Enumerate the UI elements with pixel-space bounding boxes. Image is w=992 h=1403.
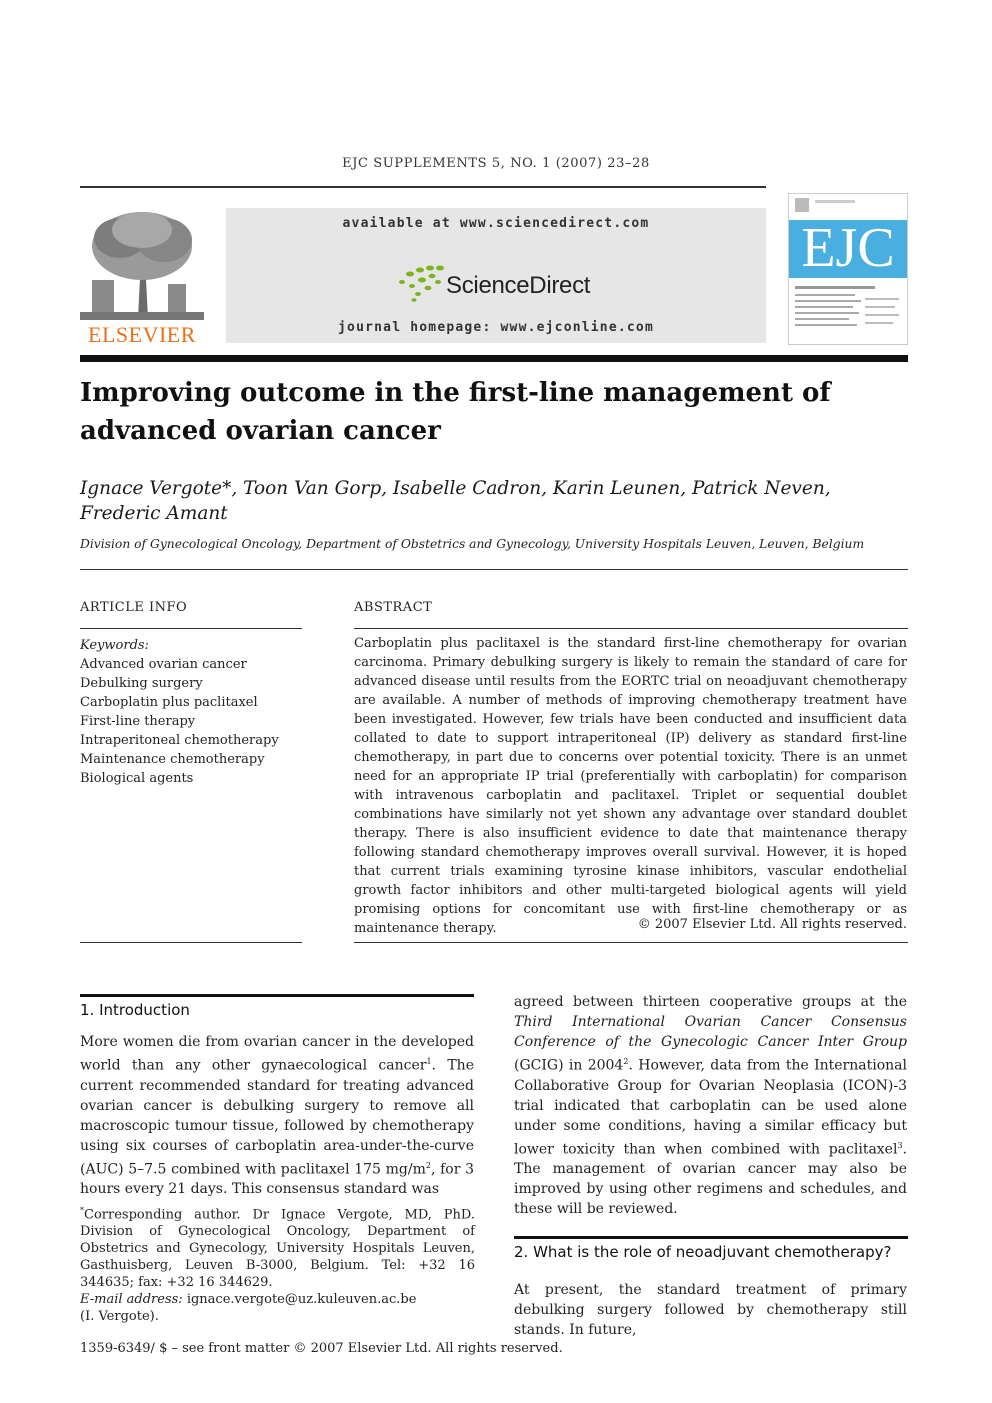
citation-ref[interactable]: 3 xyxy=(897,1140,903,1150)
keywords-block xyxy=(80,636,304,788)
sciencedirect-banner xyxy=(226,208,766,343)
journal-homepage-link[interactable]: journal homepage: www.ejconline.com xyxy=(338,320,654,335)
article-info-rule xyxy=(80,628,302,629)
citation-ref[interactable]: 2 xyxy=(623,1057,629,1066)
journal-reference: EJC SUPPLEMENTS 5, NO. 1 (2007) 23–28 xyxy=(342,156,650,171)
keyword-item: First-line therapy xyxy=(80,714,196,729)
section-2-paragraph: At present, the standard treatment of primary debulking surgery followed by chemotherapy still stands. In future, xyxy=(514,1282,907,1338)
para-text: agreed between thirteen cooperative groups at the xyxy=(514,994,907,1010)
footnote-marker: * xyxy=(80,1206,84,1215)
abstract-text: Carboplatin plus paclitaxel is the standard first-line chemotherapy for ovarian carcinoma. Primary debulking surgery is likely to remain the standard of care for advanced disease until results from the EORTC trial on neoadjuvant chemotherapy are available. A number of methods of improving chemotherapy treatment have been investigated. However, few trials have been conducted and insufficient data collated to date to support intraperitoneal (IP) delivery as standard first-line chemotherapy, in part due to concerns over potential toxicity. There is an unmet need for an appropriate IP trial (preferentially with carboplatin) for comparison with intravenous carboplatin and paclitaxel. Triplet or sequential doublet combinations have similarly not yet shown any advantage over standard doublet therapy. There is also insufficient evidence to date that maintenance therapy following standard chemotherapy improves overall survival. However, it is hoped that current trials examining tyrosine kinase inhibitors, vascular endothelial growth factor inhibitors and other multi-targeted biological agents will yield promising options for concomitant use with first-line chemotherapy or as maintenance therapy. xyxy=(354,636,907,936)
keyword-item: Advanced ovarian cancer xyxy=(80,657,247,672)
keywords-label: Keywords: xyxy=(80,638,149,653)
journal-cover-thumbnail[interactable] xyxy=(788,193,908,345)
keyword-item: Intraperitoneal chemotherapy xyxy=(80,733,279,748)
footnote xyxy=(80,1202,475,1325)
para-text: , for 3 hours every 21 days. This consensus standard was xyxy=(80,1161,474,1198)
footnote-text: Corresponding author. Dr Ignace Vergote, MD, PhD. Division of Gynecological Oncology, Department of Obstetrics and Gynecology, University Hospitals Leuven, Gasthuisberg, Leuven B-3000, Belgium. Tel: +32 16 344635; fax: +32 16 344629. xyxy=(80,1207,475,1291)
para-text: . However, data from the International Collaborative Group for Ovarian Neoplasia (ICON)-3 trial indicated that carboplatin can be used alone under some conditions, having a similar efficacy but lower toxicity than when combined with paclitaxel xyxy=(514,1057,907,1158)
article-info-bottom-rule xyxy=(80,942,302,943)
abstract-bottom-rule xyxy=(354,942,908,943)
para-text: (GCIG) in 2004 xyxy=(514,1057,624,1074)
elsevier-wordmark: ELSEVIER xyxy=(88,322,196,347)
header-thick-rule xyxy=(80,355,908,362)
authors-line-2: Frederic Amant xyxy=(80,503,228,524)
keyword-item: Biological agents xyxy=(80,771,194,786)
keyword-item: Debulking surgery xyxy=(80,676,203,691)
section-1-title: 1. Introduction xyxy=(80,1001,190,1019)
section-2-title: 2. What is the role of neoadjuvant chemotherapy? xyxy=(514,1243,892,1261)
keyword-item: Carboplatin plus paclitaxel xyxy=(80,695,258,710)
abstract-copyright: © 2007 Elsevier Ltd. All rights reserved. xyxy=(637,917,907,932)
front-matter-line: 1359-6349/ $ – see front matter © 2007 Elsevier Ltd. All rights reserved. xyxy=(80,1341,563,1356)
keyword-item: Maintenance chemotherapy xyxy=(80,752,265,767)
para-text: . The current recommended standard for treating advanced ovarian cancer is debulking surgery to remove all macroscopic tumour tissue, followed by chemotherapy using six courses of carboplatin area-under-the-curve (AUC) 5–7.5 combined with paclitaxel 175 mg/m xyxy=(80,1057,474,1178)
column-2-paragraph xyxy=(514,992,907,1219)
article-info-heading: ARTICLE INFO xyxy=(80,600,188,615)
sciencedirect-logo[interactable] xyxy=(396,264,636,304)
section-1-rule xyxy=(80,994,474,997)
available-at-link[interactable]: available at www.sciencedirect.com xyxy=(342,216,650,231)
abstract-heading: ABSTRACT xyxy=(354,600,433,615)
affiliation: Division of Gynecological Oncology, Department of Obstetrics and Gynecology, University Hospitals Leuven, Leuven, Belgium xyxy=(80,537,865,551)
citation-ref[interactable]: 1 xyxy=(426,1057,432,1066)
email-owner: (I. Vergote). xyxy=(80,1309,159,1325)
affiliation-rule xyxy=(80,569,908,570)
abstract-rule xyxy=(354,628,908,629)
section-2-rule xyxy=(514,1236,908,1239)
article-title: Improving outcome in the first-line management of advanced ovarian cancer xyxy=(80,378,831,446)
para-italic: Third International Ovarian Cancer Consensus Conference of the Gynecologic Cancer Inter Group xyxy=(514,1014,907,1050)
author-list xyxy=(80,476,910,526)
superscript: 2 xyxy=(425,1160,431,1170)
authors-line-1: Ignace Vergote*, Toon Van Gorp, Isabelle Cadron, Karin Leunen, Patrick Neven, xyxy=(80,478,831,499)
para-text: More women die from ovarian cancer in the developed world than any other gynaecological cancer xyxy=(80,1034,474,1074)
elsevier-logo[interactable] xyxy=(80,208,204,348)
section-1-paragraph xyxy=(80,1032,474,1199)
cover-title: EJC xyxy=(801,217,895,279)
email-label: E-mail address: xyxy=(80,1292,183,1308)
sciencedirect-wordmark: ScienceDirect xyxy=(446,272,591,299)
sciencedirect-dots-icon xyxy=(396,264,446,304)
header-rule xyxy=(80,186,766,188)
para-text: . The management of ovarian cancer may also be improved by using other regimens and schedules, and these will be reviewed. xyxy=(514,1141,907,1218)
email-link[interactable]: ignace.vergote@uz.kuleuven.ac.be xyxy=(186,1292,417,1308)
elsevier-tree-icon xyxy=(80,208,204,320)
